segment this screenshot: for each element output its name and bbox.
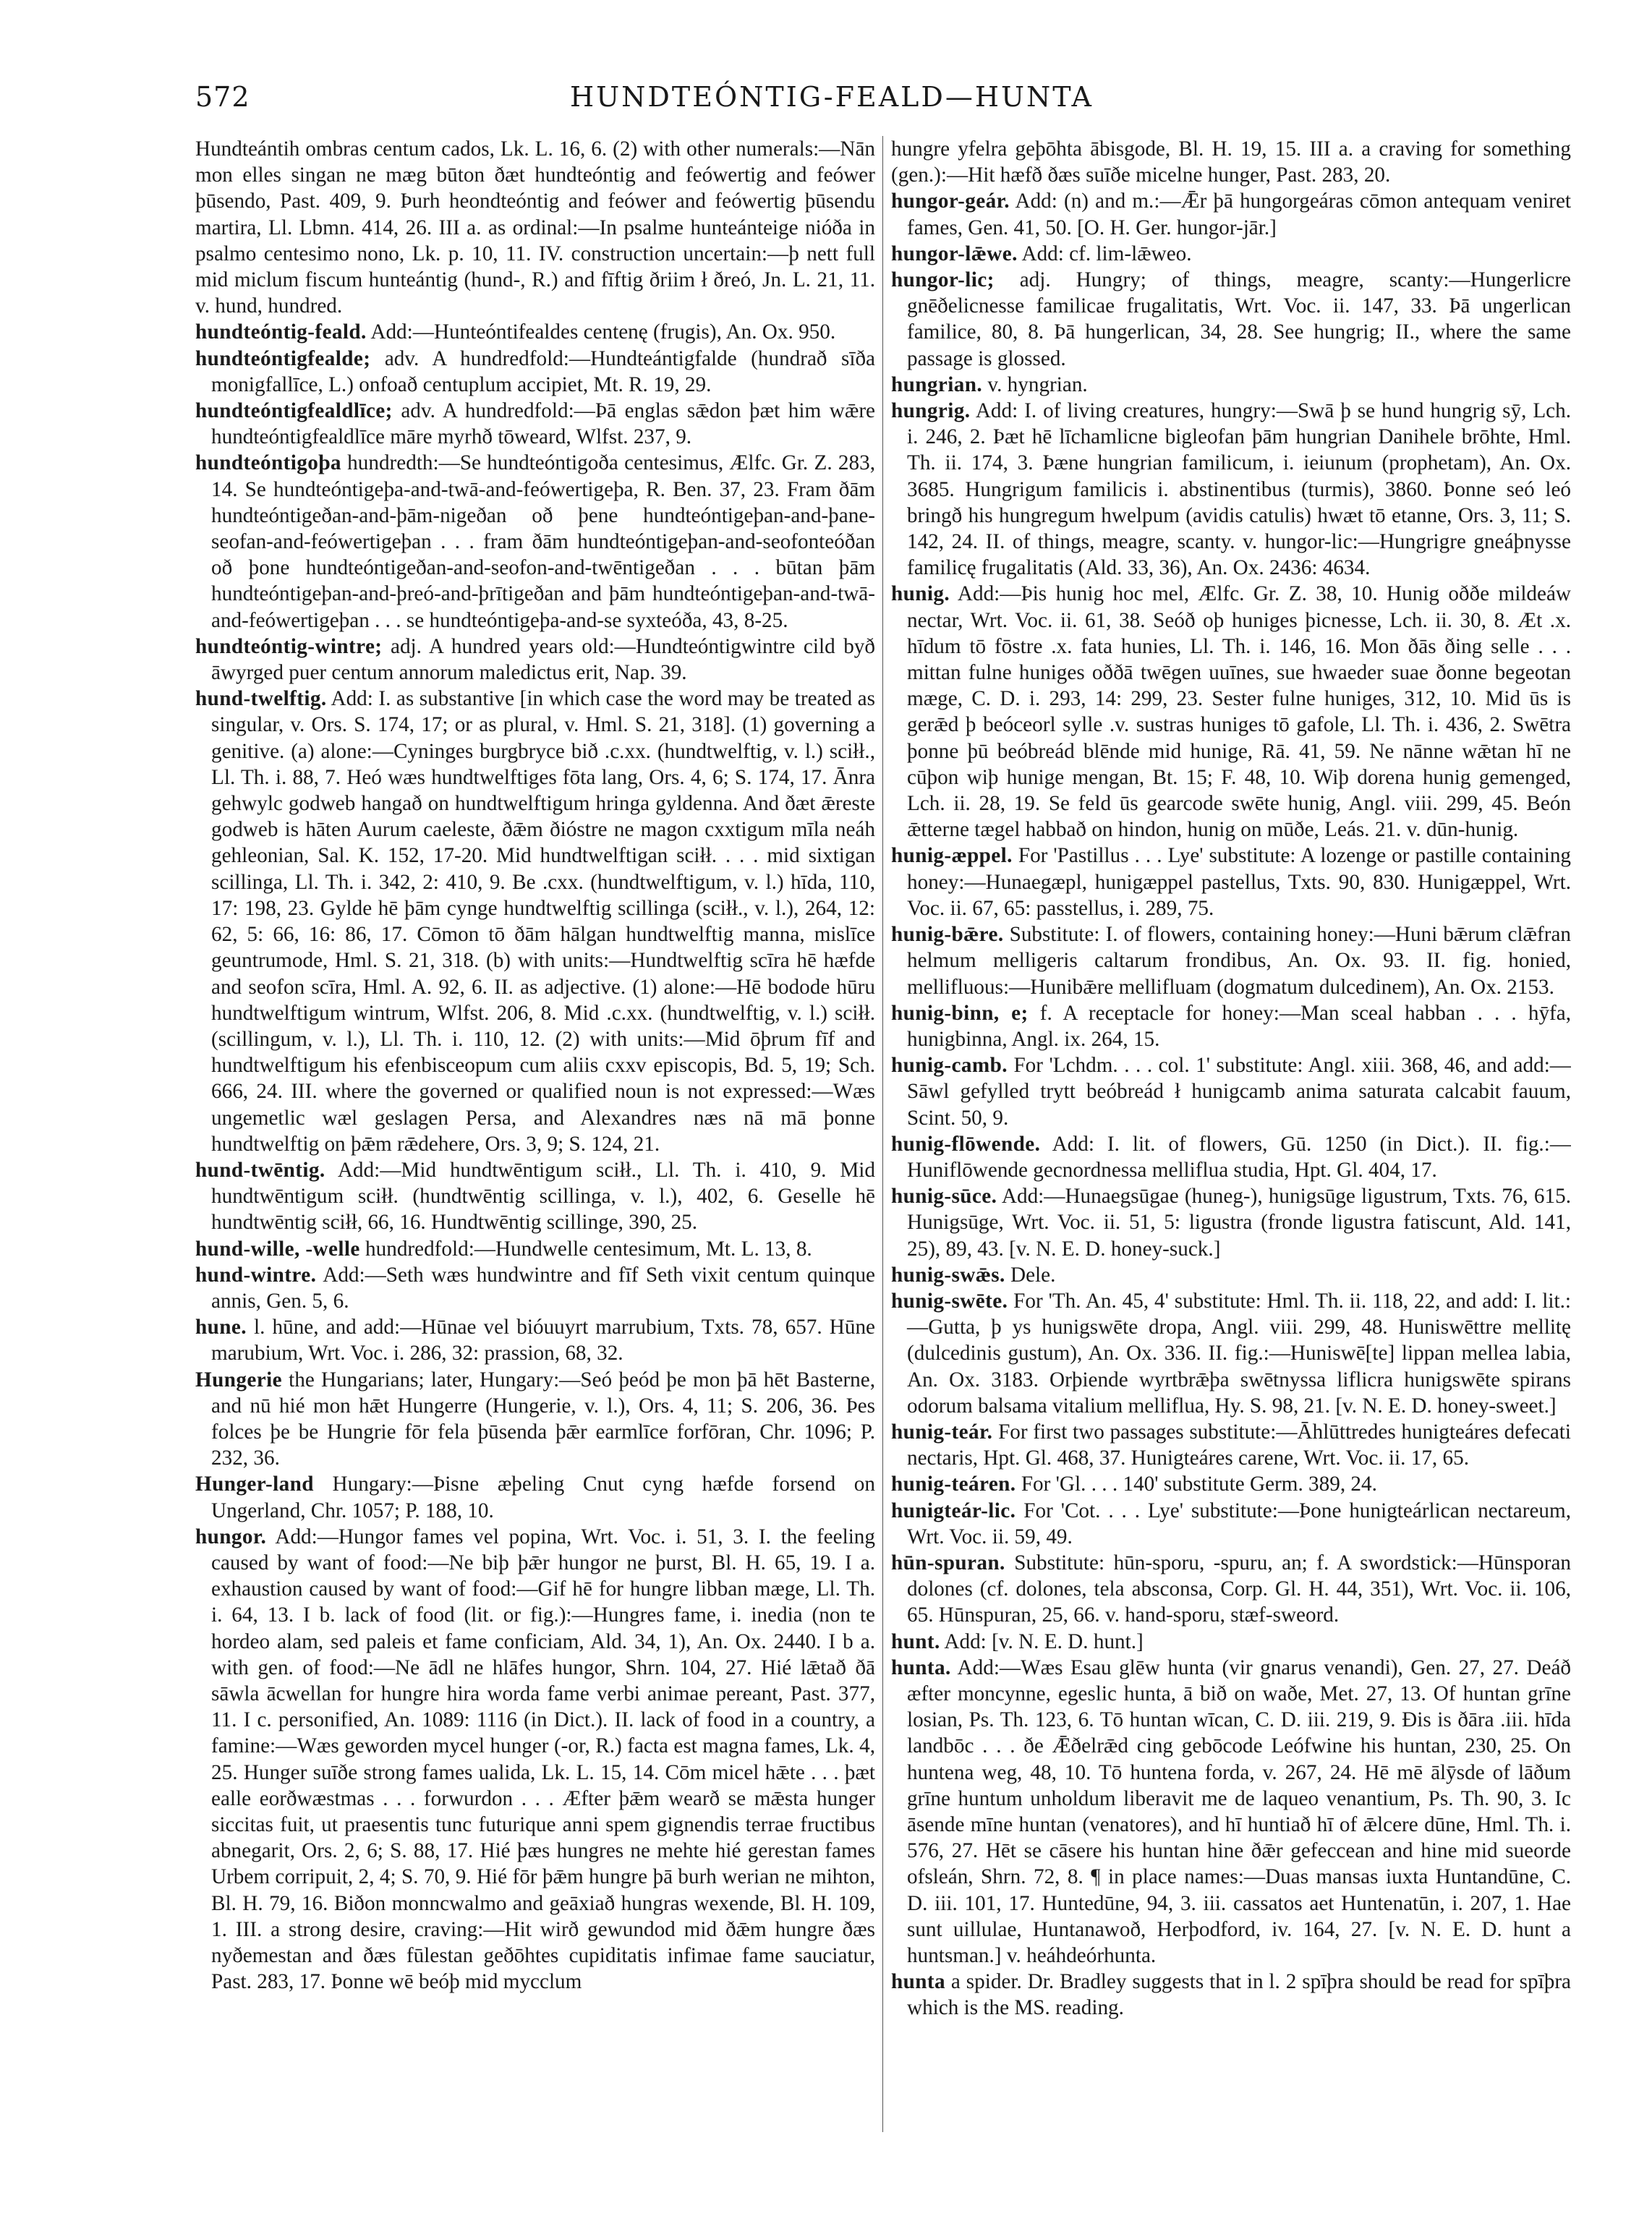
dictionary-entry (195, 1314, 875, 1366)
entry-headword: hungor. (195, 1525, 267, 1548)
dictionary-entry (891, 581, 1571, 843)
dictionary-entry (891, 1419, 1571, 1471)
dictionary-entry (195, 1367, 875, 1472)
entry-headword: hunig-swǣs. (891, 1263, 1005, 1287)
entry-body: For first two passages substitute:—Āhlūttredes hunigteáres defecati nectaris, Hpt. Gl. 468, 37. Hunigteáres carene, Wrt. Voc. ii. 17, 65. (907, 1420, 1571, 1470)
entry-headword: hunig-æppel. (891, 844, 1013, 868)
dictionary-entry (891, 1629, 1571, 1655)
entry-headword: hundteóntig-wintre; (195, 634, 383, 658)
right-column (891, 136, 1571, 2175)
dictionary-entry (891, 1550, 1571, 1629)
entry-body: Add:—Wæs Esau glēw hunta (vir gnarus venandi), Gen. 27, 27. Deáð æfter moncynne, egeslic hunta, ā bið on waðe, Met. 27, 13. Of huntan grīne losian, Ps. Th. 123, 6. Tō huntan wīcan, C. D. iii. 219, 9. Ðis is ðāra .iii. hīda landbōc . . . ðe Ǣðelrǣd cing gebōcode Leófwine his huntan, 230, 25. On huntena weg, 48, 10. Tō huntena forda, v. 267, 24. Hē mē ālȳsde of lāðum grīne huntum unholdum liberavit me de laqueo venantium, Ps. Th. 90, 3. Ic āsende mīne huntan (venatores), and hī huntiað hī of ǣlcere dūne, Hml. Th. i. 576, 27. Hēt se cāsere his huntan hine ðǣr gefeccean and hine mid sueorde ofsleán, Shrn. 72, 8. ¶ in place names:—Duas mansas iuxta Huntandūne, C. D. iii. 101, 17. Huntedūne, 94, 3. iii. cassatos aet Huntenatūn, i. 207, 1. Hae sunt uillulae, Huntanawoð, Herþodford, iv. 164, 27. [v. N. E. D. hunt a huntsman.] v. heáhdeórhunta. (907, 1655, 1571, 1968)
entry-headword: hunt. (891, 1629, 940, 1653)
page-header (195, 81, 1468, 124)
entry-headword: hungrian. (891, 372, 983, 396)
dictionary-entry (195, 1236, 875, 1262)
dictionary-entry (195, 634, 875, 686)
entry-body: Substitute: I. of flowers, containing honey:—Huni bǣrum clǣfran helmum melligeris caltarum frondibus, An. Ox. 93. II. fig. honied, mellifluous:—Hunibǣre mellifluam (dogmatum dulcedinem), An. Ox. 2153. (907, 923, 1571, 999)
dictionary-entry (891, 1000, 1571, 1052)
entry-body: f. A receptacle for honey:—Man sceal habban . . . hȳfa, hunigbinna, Angl. ix. 264, 15. (907, 1001, 1571, 1051)
dictionary-entry (891, 1262, 1571, 1288)
entry-body: For 'Gl. . . . 140' substitute Germ. 389, 24. (1021, 1473, 1377, 1496)
entry-headword: hungor-geár. (891, 189, 1010, 213)
entry-headword: hūn-spuran. (891, 1551, 1005, 1574)
entry-body: l. hūne, and add:—Hūnae vel bióuuyrt marrubium, Txts. 78, 657. Hūne marubium, Wrt. Voc. i. 286, 32: prassion, 68, 32. (211, 1316, 875, 1365)
dictionary-entry (195, 1262, 875, 1314)
dictionary-entry (891, 398, 1571, 581)
entry-headword: hunig-camb. (891, 1054, 1008, 1078)
entry-headword: hunig-sūce. (891, 1185, 997, 1209)
entry-headword: hunig-flōwende. (891, 1132, 1041, 1156)
entry-body: Dele. (1010, 1263, 1056, 1287)
dictionary-entry (891, 843, 1571, 921)
page-number: 572 (195, 81, 250, 113)
dictionary-entry (891, 1969, 1571, 2021)
entry-headword: hundteóntigfealde; (195, 346, 371, 370)
dictionary-entry (891, 921, 1571, 1000)
dictionary-entry (891, 267, 1571, 372)
entry-body: adj. Hungry; of things, meagre, scanty:—Hungerlicre gnēðelicnesse familicae frugalitatis, Wrt. Voc. ii. 147, 33. Þā ungerlican familice, 80, 8. Þā hungerlican, 34, 28. See hungrig; II., where the same passage is glossed. (907, 268, 1571, 370)
dictionary-entry (891, 1288, 1571, 1419)
dictionary-entry (891, 1183, 1571, 1262)
entry-body: Hungary:—Þisne æþeling Cnut cyng hæfde forsend on Ungerland, Chr. 1057; P. 188, 10. (211, 1473, 875, 1522)
column-divider (882, 136, 883, 2132)
entry-headword: hune. (195, 1316, 247, 1339)
running-head: HUNDTEÓNTIG-FEALD—HUNTA (570, 81, 1094, 113)
entry-body: adj. A hundred years old:—Hundteóntigwintre cild byð āwyrged puer centum annorum maledictus erit, Nap. 39. (211, 634, 875, 685)
entry-headword: hunig-teáren. (891, 1473, 1016, 1496)
entry-body: Add: I. as substantive [in which case the word may be treated as singular, v. Ors. S. 174, 17; or as plural, v. Hml. S. 21, 318]. (1) governing a genitive. (a) alone:—Cyninges burgbryce bið .c.xx. (hundtwelftig, v. l.) sciłł., Ll. Th. i. 88, 7. Heó wæs hundtwelftiges fōta lang, Ors. 4, 6; S. 174, 17. Ānra gehwylc godweb hangað on hundtwelftigum hringa gyldenna. And ðæt ǣreste godweb is hāten Aurum caeleste, ðǣm ðióstre ne magon cxxtigum mīla neáh gehleonian, Sal. K. 152, 17-20. Mid hundtwelftigan sciłł. . . . mid sixtigan scillinga, Ll. Th. i. 342, 2: 410, 9. Be .cxx. (hundtwelftigum, v. l.) hīda, 110, 17: 198, 23. Gylde hē þām cynge hundtwelftig scillinga (sciłł., v. l.), 264, 12: 62, 5: 66, 16: 86, 17. Cōmon tō ðām hālgan hundtwelftig manna, mislīce geuntrumode, Hml. S. 21, 318. (b) with units:—Hundtwelftig scīra hē hæfde and seofon scīra, Hml. A. 92, 6. II. as adjective. (1) alone:—Hē bodode hūru hundtwelftigum wintrum, Wlfst. 206, 8. Mid .c.xx. (hundtwelftig, v. l.) sciłł. (scillingum, v. l.), Ll. Th. i. 110, 12. (2) with units:—Mid ōþrum fīf and hundtwelftigum his efenbisceopum cum aliis cxxv episcopis, Bd. 5, 19; Sch. 666, 24. III. where the governed or qualified noun is not expressed:—Wæs ungemetlic wæl geslagen Persa, and Alexandres næs nā mā þonne hundtwelftig on þǣm rǣdehere, Ors. 3, 9; S. 124, 21. (211, 687, 875, 1156)
dictionary-entry (891, 241, 1571, 267)
dictionary-entry (195, 450, 875, 633)
dictionary-entry (195, 319, 875, 345)
dictionary-entry (891, 1655, 1571, 1969)
entry-body: Substitute: hūn-sporu, -spuru, an; f. A swordstick:—Hūnsporan dolones (cf. dolones, tela absconsa, Corp. Gl. H. 44, 351), Wrt. Voc. ii. 106, 65. Hūnspuran, 25, 66. v. hand-sporu, stæf-sweord. (907, 1551, 1571, 1627)
entry-headword: hundteóntigoþa (195, 451, 341, 475)
entry-headword: hunigteár-lic. (891, 1499, 1016, 1522)
entry-headword: hunig-swēte. (891, 1289, 1008, 1313)
entry-headword: Hunger-land (195, 1473, 314, 1496)
entry-headword: hungor-lǣwe. (891, 242, 1018, 265)
entry-headword: hund-wille, -welle (195, 1237, 360, 1261)
entry-body: Add: cf. lim-lǣweo. (1021, 242, 1192, 265)
entry-body: Add:—Mid hundtwēntigum sciłł., Ll. Th. i. 410, 9. Mid hundtwēntigum sciłł. (hundtwēntig scillinga, v. l.), 402, 6. Geselle hē hundtwēntig sciłł, 66, 16. Hundtwēntig scillinge, 390, 25. (211, 1158, 875, 1235)
dictionary-entry (195, 1471, 875, 1523)
dictionary-entry (195, 136, 875, 319)
entry-body: hundredfold:—Hundwelle centesimum, Mt. L. 13, 8. (365, 1237, 812, 1261)
dictionary-entry (195, 1157, 875, 1236)
entry-body: the Hungarians; later, Hungary:—Seó þeód þe mon þā hēt Basterne, and nū hié mon hǣt Hungerre (Hungerie, v. l.), Ors. 4, 11; S. 206, 36. Þes folces þe be Hungrie fōr fela þūsenda þǣr earmlīce forfōran, Chr. 1096; P. 232, 36. (211, 1368, 875, 1470)
dictionary-entry (195, 398, 875, 450)
entry-headword: hundteóntig-feald. (195, 320, 367, 344)
entry-body: Add:—Hungor fames vel popina, Wrt. Voc. i. 51, 3. I. the feeling caused by want of food:—Ne biþ þǣr hungor ne þurst, Bl. H. 65, 19. I a. exhaustion caused by want of food:—Gif hē for hungre libban mæge, Ll. Th. i. 64, 13. I b. lack of food (lit. or fig.):—Hungres fame, i. inedia (non te hordeo alam, sed paleis et fame conficiam, Ald. 34, 1), An. Ox. 2440. I b a. with gen. of food:—Ne ādl ne hlāfes hungor, Shrn. 104, 27. Hié lǣtað ðā sāwla ācwellan for hungre hira worda fame verbi animae pereant, Past. 377, 11. I c. personified, An. 1089: 1116 (in Dict.). II. lack of food in a country, a famine:—Wæs geworden mycel hunger (-or, R.) facta est magna fames, Lk. 4, 25. Hunger suīðe strong fames ualida, Lk. L. 15, 14. Cōm micel hǣte . . . þæt ealle eorðwæstmas . . . forwurdon . . . Æfter þǣm wearð se mǣsta hunger siccitas fuit, ut praesentis tunc futurique anni spem gignendis terrae fructibus abnegarit, Ors. 2, 6; S. 88, 17. Hié þæs hungres ne mehte hié gerestan fames Urbem corripuit, 2, 4; S. 70, 9. Hié fōr þǣm hungre þā burh werian ne mihton, Bl. H. 79, 16. Biðon monncwalmo and geāxiað hungras wexende, Bl. H. 109, 1. III. a strong desire, craving:—Hit wirð gewundod mid ðǣm hungre ðæs nyðemestan and ðæs fūlestan geðōhtes cupiditatis infimae fame sauciatur, Past. 283, 17. Þonne wē beóþ mid mycclum (211, 1525, 875, 1994)
entry-headword: hungrig. (891, 399, 971, 423)
entry-headword: hund-twelftig. (195, 687, 327, 711)
entry-headword: hund-wintre. (195, 1263, 317, 1287)
entry-body: Add:—Þis hunig hoc mel, Ælfc. Gr. Z. 38, 10. Hunig oððe mildeáw nectar, Wrt. Voc. ii. 61, 38. Seóð oþ huniges þicnesse, Lch. ii. 30, 8. Æt .x. hīdum tō fōstre .x. fata hunies, Ll. Th. i. 146, 16. Mon ðās ðing selle . . . mittan fulne huniges oððā twēgen uuīnes, sue hwaeder suae ðonne begeotan mæge, C. D. i. 293, 14: 299, 23. Sester fulne huniges, 312, 10. Mid ūs is gerǣd þ beóceorl sylle .v. sustras huniges tō gafole, Ll. Th. i. 436, 2. Swētra þonne þū beóbreád blēnde mid hunige, Rā. 41, 59. Ne nānne wǣtan hī ne cūþon wiþ hunige mengan, Bt. 15; F. 48, 10. Wiþ dorena hunig gemenged, Lch. ii. 28, 19. Se feld ūs gearcode swēte hunig, Angl. viii. 299, 45. Beón ǣtterne tægel habbað on hindon, hunig on mūðe, Leás. 21. v. dūn-hunig. (907, 582, 1571, 842)
dictionary-entry (195, 346, 875, 398)
entry-body: Add: (n) and m.:—Ǣr þā hungorgeáras cōmon antequam veniret fames, Gen. 41, 50. [O. H. Ger. hungor-jār.] (907, 189, 1571, 239)
entry-headword: hunig-teár. (891, 1420, 993, 1444)
entry-body: adv. A hundredfold:—Hundteántigfalde (hundrað sīða monigfallīce, L.) onfoað centuplum accipiet, Mt. R. 19, 29. (211, 346, 875, 396)
entry-headword: hundteóntigfealdlīce; (195, 399, 393, 423)
entry-body: For 'Pastillus . . . Lye' substitute: A lozenge or pastille containing honey:—Hunaegæpl, hunigæppel pastellus, Txts. 90, 830. Hunigæppel, Wrt. Voc. ii. 67, 65: passtellus, i. 289, 75. (907, 844, 1571, 920)
entry-body: adv. A hundredfold:—Þā englas sǣdon þæt him wǣre hundteóntigfealdlīce māre myrhð tōweard, Wlfst. 237, 9. (211, 399, 875, 449)
dictionary-entry (891, 1498, 1571, 1550)
entry-body: Add:—Hunteóntifealdes centenę (frugis), An. Ox. 950. (370, 320, 836, 344)
entry-body: Add:—Hunaegsūgae (huneg-), hunigsūge ligustrum, Txts. 76, 615. Hunigsūge, Wrt. Voc. ii. 51, 5: ligustra (fronde ligustra fatiscunt, Ald. 141, 25), 89, 43. [v. N. E. D. honey-suck.] (907, 1185, 1571, 1261)
entry-headword: hunig. (891, 582, 950, 606)
dictionary-entry (195, 686, 875, 1157)
dictionary-entry (891, 1052, 1571, 1131)
entry-body: a spider. Dr. Bradley suggests that in l. 2 spīþra should be read for spīþra which is the MS. reading. (907, 1970, 1571, 2020)
entry-body: Add: [v. N. E. D. hunt.] (944, 1629, 1144, 1653)
entry-body: Hundteántih ombras centum cados, Lk. L. 16, 6. (2) with other numerals:—Nān mon elles singan ne mæg būton ðæt hundteóntig and feówertig and feówer þūsendo, Past. 409, 9. Þurh heondteóntig and feówer and feówertig þūsendu martira, Ll. Lbmn. 414, 26. III a. as ordinal:—In psalme hunteánteige nióða in psalmo centesimo nono, Lk. p. 10, 11. IV. construction uncertain:—þ nett full mid miclum fiscum hunteántig (hund-, R.) and fīftig ðriim ł ðreó, Jn. L. 21, 11. v. hund, hundred. (195, 137, 875, 318)
entry-body: For 'Cot. . . . Lye' substitute:—Þone hunigteárlican nectareum, Wrt. Voc. ii. 59, 49. (907, 1499, 1571, 1548)
entry-body: hungre yfelra geþōhta ābisgode, Bl. H. 19, 15. III a. a craving for something (gen.):—Hit hæfð ðæs suīðe micelne hunger, Past. 283, 20. (891, 137, 1571, 187)
dictionary-entry (891, 188, 1571, 240)
dictionary-entry (891, 1131, 1571, 1183)
entry-headword: hunta (891, 1970, 946, 1994)
entry-body: hundredth:—Se hundteóntigoða centesimus, Ælfc. Gr. Z. 283, 14. Se hundteóntigeþa-and-twā-and-feówertigeþa, R. Ben. 37, 23. Fram ðām hundteóntigeðan-and-þām-nigeðan oð þene hundteóntigeþan-and-þane-seofan-and-feówertigeþan . . . fram ðām hundteóntigeþan-and-seofonteóðan oð þone hundteóntigeðan-and-seofon-and-twēntigeðan . . . būtan þām hundteóntigeþan-and-þreó-and-þrītigeðan and þām hundteóntigeþan-and-twā-and-feówertigeþan . . . se hundteóntigeþa-and-se syxteóða, 43, 8-25. (211, 451, 875, 632)
dictionary-entry (195, 1524, 875, 1995)
entry-headword: hunig-binn, e; (891, 1001, 1029, 1025)
entry-headword: Hungerie (195, 1368, 282, 1392)
dictionary-entry (891, 372, 1571, 398)
entry-body: For 'Lchdm. . . . col. 1' substitute: Angl. xiii. 368, 46, and add:—Sāwl gefylled trytt beóbreád ł hunigcamb anima saturata calcabit fauum, Scint. 50, 9. (907, 1054, 1571, 1130)
dictionary-entry (891, 1471, 1571, 1497)
entry-headword: hunta. (891, 1655, 951, 1679)
entry-body: Add:—Seth wæs hundwintre and fīf Seth vixit centum quinque annis, Gen. 5, 6. (211, 1263, 875, 1313)
entry-body: For 'Th. An. 45, 4' substitute: Hml. Th. ii. 118, 22, and add: I. lit.:—Gutta, þ ys hunigswēte dropa, Angl. viii. 299, 48. Huniswēttre mellitę (dulcedinis gustum), An. Ox. 336. II. fig.:—Huniswē[te] lippan mellea labia, An. Ox. 3183. Orþiende wyrtbrǣþa swētnyssa liflicra hunigswēte spirans odorum balsama vitalium melliflua, Hy. S. 98, 21. [v. N. E. D. honey-sweet.] (907, 1289, 1571, 1418)
entry-headword: hund-twēntig. (195, 1158, 325, 1182)
entry-body: Add: I. lit. of flowers, Gū. 1250 (in Dict.). II. fig.:—Huniflōwende gecnordnessa melliflua studia, Hpt. Gl. 404, 17. (907, 1132, 1571, 1182)
dictionary-entry (891, 136, 1571, 188)
entry-body: v. hyngrian. (987, 372, 1088, 396)
entry-body: Add: I. of living creatures, hungry:—Swā þ se hund hungrig sȳ, Lch. i. 246, 2. Þæt hē līchamlicne bigleofan þām hungrian Danihele brōhte, Hml. Th. ii. 174, 3. Þæne hungrian familicum, i. ieiunum (prophetam), An. Ox. 3685. Hungrigum familicis i. abstinentibus (turmis), 3860. Þonne seó leó bringð his hungregum hwelpum (avidis catulis) hwæt tō etanne, Ors. 3, 11; S. 142, 24. II. of things, meagre, scanty. v. hungor-lic:—Hungrigre gneáþnysse familicę frugalitatis (Ald. 33, 36), An. Ox. 2436: 4634. (907, 399, 1571, 580)
entry-headword: hunig-bǣre. (891, 923, 1004, 947)
entry-headword: hungor-lic; (891, 268, 995, 292)
left-column (195, 136, 875, 2175)
